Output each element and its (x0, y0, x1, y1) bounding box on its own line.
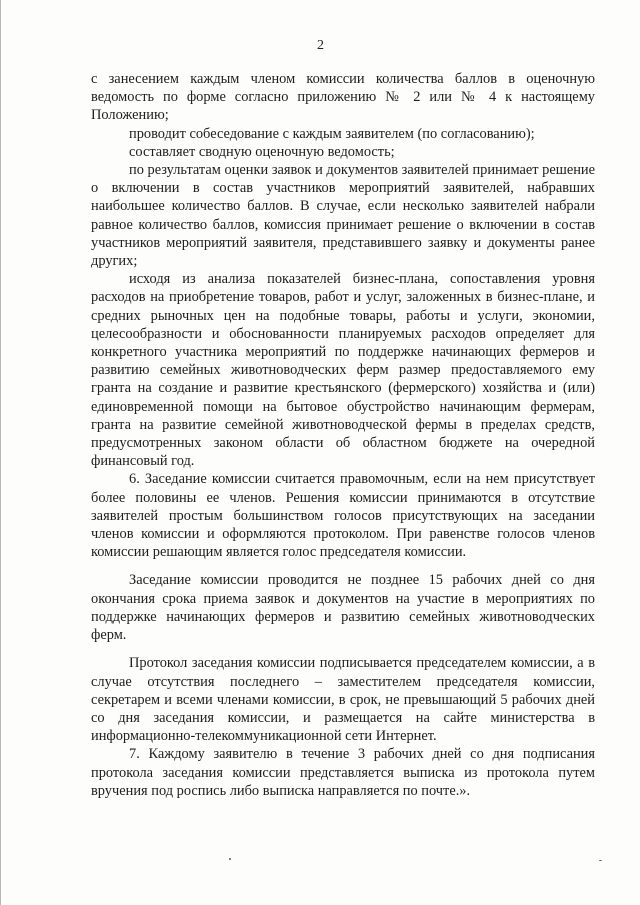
document-body (91, 70, 595, 800)
paragraph-protocol-signing: Протокол заседания комиссии подписывается председателем комиссии, а в случае отсутствия последнего – заместителем председателя комиссии, секретарем и всеми членами комиссии, в срок, не превышающий 5 рабочих дней со дня заседания комиссии, и размещается на сайте министерства в информационно-телекоммуникационной сети Интернет. (91, 655, 595, 745)
paragraph-interview: проводит собеседование с каждым заявителем (по согласованию); (129, 125, 535, 142)
page-number: 2 (317, 38, 324, 53)
paragraph-quorum: 6. Заседание комиссии считается правомочным, если на нем присутствует более половины ее членов. Решения комиссии принимаются в отсутствие заявителей простым большинством голосов присутствующих на заседании членов комиссии и оформляются протоколом. При равенстве голосов членов комиссии решающим является голос председателя комиссии. (91, 471, 595, 561)
paragraph-protocol-extract: 7. Каждому заявителю в течение 3 рабочих дней со дня подписания протокола заседания комиссии представляется выписка из протокола путем вручения под роспись либо выписка направляется по почте.». (91, 746, 595, 799)
scan-speck (599, 860, 602, 861)
paragraph-meeting-deadline: Заседание комиссии проводится не позднее 15 рабочих дней со дня окончания срока приема заявок и документов на участие в мероприятиях по поддержке начинающих фермеров и развитию семейных животноводческих ферм. (91, 572, 595, 644)
paragraph-scoring-continuation: с занесением каждым членом комиссии количества баллов в оценочную ведомость по форме согласно приложению № 2 или № 4 к настоящему Положению; (91, 71, 595, 124)
scan-speck (229, 858, 231, 860)
paragraph-summary-sheet: составляет сводную оценочную ведомость; (129, 143, 395, 160)
paragraph-decision: по результатам оценки заявок и документов заявителей принимает решение о включении в состав участников мероприятий заявителей, набравших наибольшее количество баллов. В случае, если несколько заявителей набрали равное количество баллов, комиссия принимает решение о включении в состав участников мероприятий заявителя, представившего заявку и документы ранее других; (91, 162, 595, 270)
paragraph-grant-size: исходя из анализа показателей бизнес-плана, сопоставления уровня расходов на приобретение товаров, работ и услуг, заложенных в бизнес-плане, и средних рыночных цен на подобные товары, работы и услуги, экономии, целесообразности и обоснованности планируемых расходов определяет для конкретного участника мероприятий по поддержке начинающих фермеров и развитию семейных животноводческих ферм размер предоставляемого ему гранта на создание и развитие крестьянского (фермерского) хозяйства и (или) единовременной помощи на бытовое обустройство начинающим фермерам, гранта на развитие семейной животноводческой фермы в пределах средств, предусмотренных законом области об областном бюджете на очередной финансовый год. (91, 271, 595, 470)
